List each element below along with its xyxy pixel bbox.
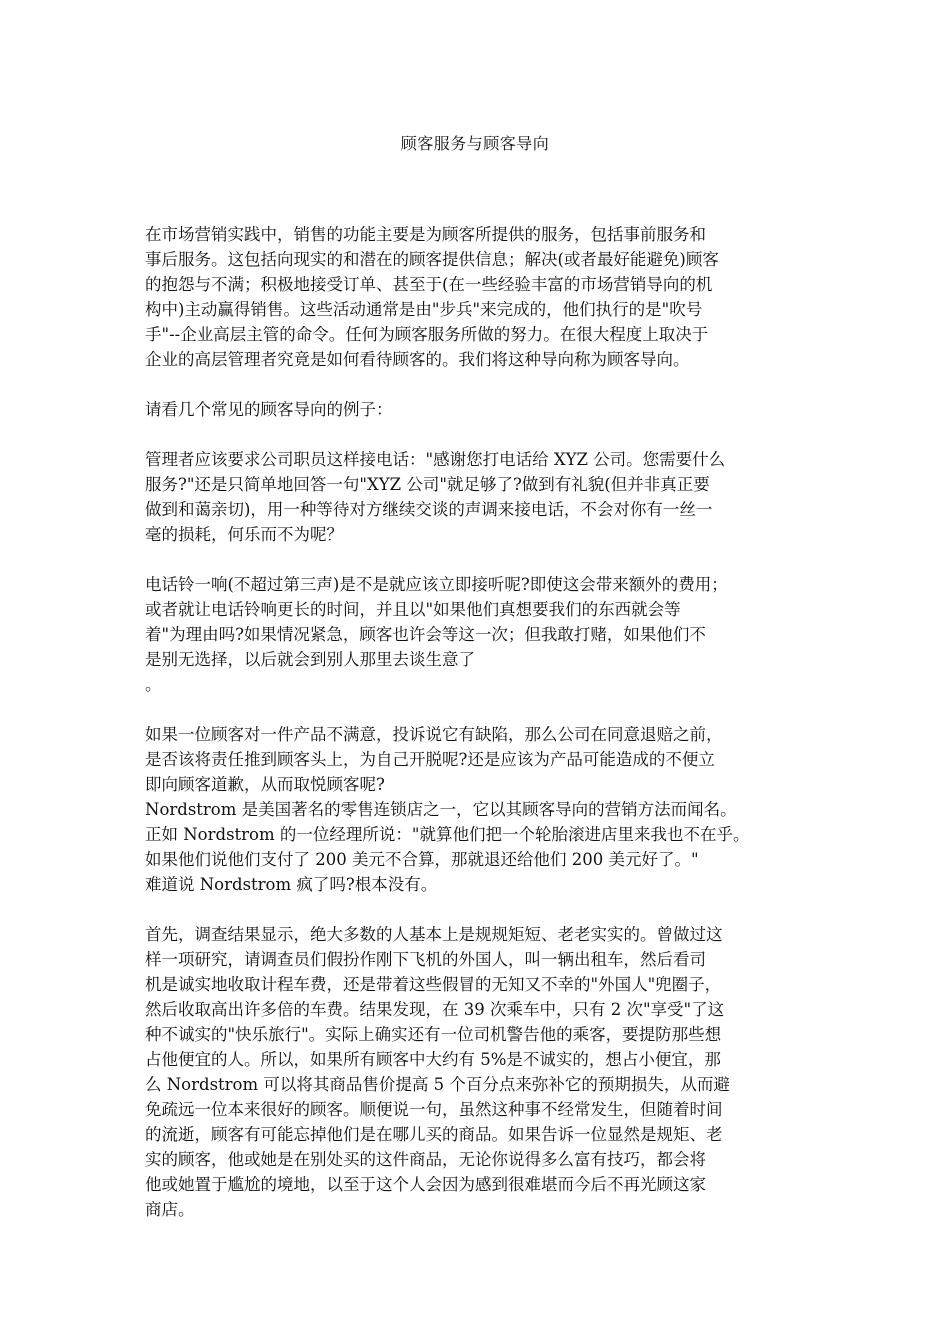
text-line: 商店。	[145, 1200, 195, 1219]
text-line: 占他便宜的人。所以，如果所有顾客中大约有 5%是不诚实的，想占小便宜，那	[145, 1050, 721, 1069]
text-line: 即向顾客道歉，从而取悦顾客呢?	[145, 775, 385, 794]
text-line: 做到和蔼亲切)，用一种等待对方继续交谈的声调来接电话，不会对你有一丝一	[145, 500, 713, 519]
text-line: 企业的高层管理者究竟是如何看待顾客的。我们将这种导向称为顾客导向。	[145, 350, 690, 369]
text-line: 难道说 Nordstrom 疯了吗?根本没有。	[145, 875, 438, 894]
document-body	[145, 222, 820, 1222]
text-line: 着"为理由吗?如果情况紧急，顾客也许会等这一次；但我敢打赌，如果他们不	[145, 625, 706, 644]
paragraph-intro	[145, 222, 820, 372]
text-line: 然后收取高出许多倍的车费。结果发现，在 39 次乘车中，只有 2 次"享受"了这	[145, 1000, 725, 1019]
text-line: 如果他们说他们支付了 200 美元不合算，那就退还给他们 200 美元好了。"	[145, 850, 699, 869]
text-line: 构中)主动赢得销售。这些活动通常是由"步兵"来完成的，他们执行的是"吹号	[145, 300, 703, 319]
paragraph-examples-intro	[145, 397, 820, 422]
text-line: 正如 Nordstrom 的一位经理所说："就算他们把一个轮胎滚进店里来我也不在乎。	[145, 825, 750, 844]
paragraph-phone-answer	[145, 447, 820, 547]
text-line: 请看几个常见的顾客导向的例子：	[145, 400, 393, 419]
text-line: 电话铃一响(不超过第三声)是不是就应该立即接听呢?即使这会带来额外的费用；	[145, 575, 728, 594]
text-line: 手"--企业高层主管的命令。任何为顾客服务所做的努力。在很大程度上取决于	[145, 325, 709, 344]
text-line: 的抱怨与不满；积极地接受订单、甚至于(在一些经验丰富的市场营销导向的机	[145, 275, 713, 294]
text-line: 的流逝，顾客有可能忘掉他们是在哪儿买的商品。如果告诉一位显然是规矩、老	[145, 1125, 723, 1144]
paragraph-nordstrom	[145, 722, 820, 897]
text-line: 服务?"还是只简单地回答一句"XYZ 公司"就足够了?做到有礼貌(但并非真正要	[145, 475, 710, 494]
text-line: 么 Nordstrom 可以将其商品售价提高 5 个百分点来弥补它的预期损失，从而避	[145, 1075, 730, 1094]
text-line: 免疏远一位本来很好的顾客。顺便说一句，虽然这种事不经常发生，但随着时间	[145, 1100, 723, 1119]
text-line: 首先，调查结果显示，绝大多数的人基本上是规规矩短、老老实实的。曾做过这	[145, 925, 723, 944]
text-line: 管理者应该要求公司职员这样接电话："感谢您打电话给 XYZ 公司。您需要什么	[145, 450, 726, 469]
text-line: 是别无选择，以后就会到别人那里去谈生意了	[145, 650, 475, 669]
text-line: 机是诚实地收取计程车费，还是带着这些假冒的无知又不幸的"外国人"兜圈子，	[145, 975, 722, 994]
text-line: 是否该将责任推到顾客头上，为自己开脱呢?还是应该为产品可能造成的不便立	[145, 750, 715, 769]
text-line: 毫的损耗，何乐而不为呢？	[145, 525, 343, 544]
text-line: 在市场营销实践中，销售的功能主要是为顾客所提供的服务，包括事前服务和	[145, 225, 706, 244]
paragraph-research	[145, 922, 820, 1222]
document-title: 顾客服务与顾客导向	[400, 134, 550, 153]
text-line: Nordstrom 是美国著名的零售连锁店之一，它以其顾客导向的营销方法而闻名。	[145, 800, 737, 819]
text-line: 或者就让电话铃响更长的时间，并且以"如果他们真想要我们的东西就会等	[145, 600, 681, 619]
text-line: 。	[145, 675, 162, 694]
text-line: 样一项研究，请调查员们假扮作刚下飞机的外国人，叫一辆出租车，然后看司	[145, 950, 706, 969]
text-line: 如果一位顾客对一件产品不满意，投诉说它有缺陷，那么公司在同意退赔之前，	[145, 725, 723, 744]
text-line: 事后服务。这包括向现实的和潜在的顾客提供信息；解决(或者最好能避免)顾客	[145, 250, 719, 269]
text-line: 种不诚实的"快乐旅行"。实际上确实还有一位司机警告他的乘客，要提防那些想	[145, 1025, 722, 1044]
text-line: 他或她置于尴尬的境地，以至于这个人会因为感到很难堪而今后不再光顾这家	[145, 1175, 706, 1194]
paragraph-phone-ring	[145, 572, 820, 697]
text-line: 实的顾客，他或她是在别处买的这件商品，无论你说得多么富有技巧，都会将	[145, 1150, 706, 1169]
